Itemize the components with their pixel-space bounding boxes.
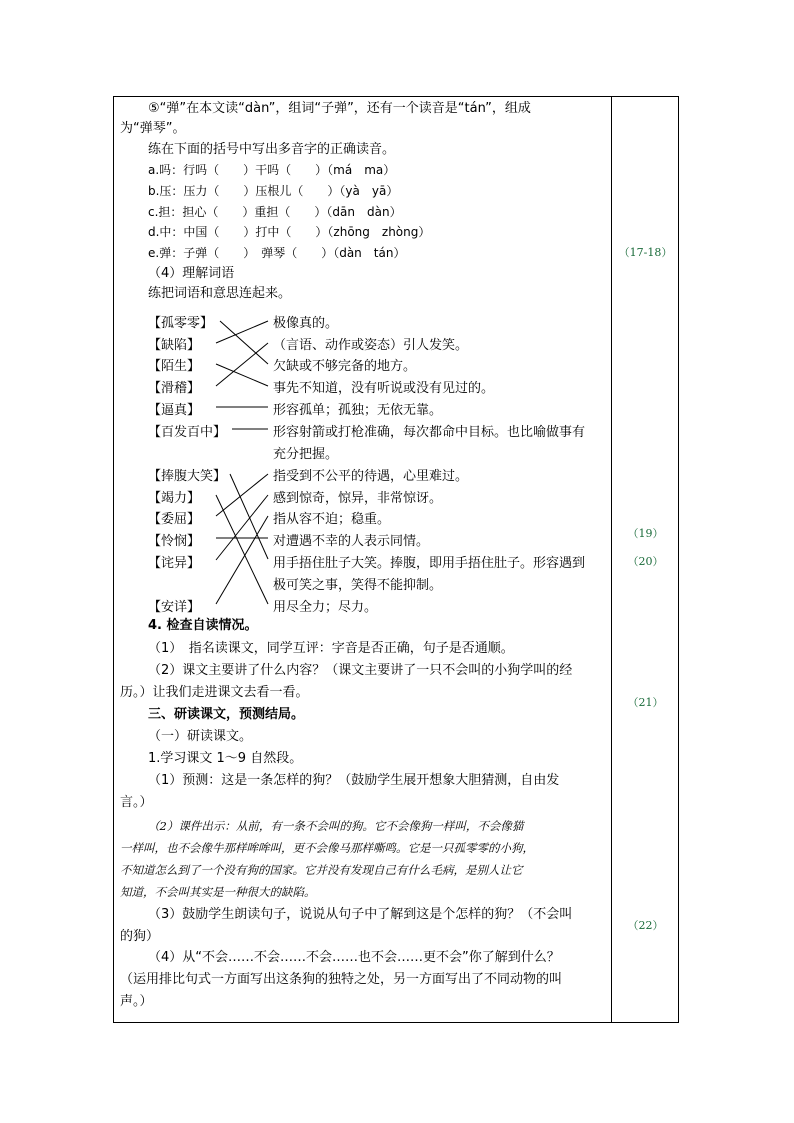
text-line: 为“弹琴”。 <box>120 121 186 136</box>
connector-line <box>220 321 268 364</box>
text-line: 声。） <box>120 994 153 1009</box>
text-line: b.压：压力（ ）压根儿（ ）（yà yā） <box>148 184 399 198</box>
section-heading: 三、研读课文，预测结局。 <box>148 707 305 722</box>
match-meaning: 指受到不公平的待遇，心里难过。 <box>273 469 469 484</box>
match-meaning: （言语、动作或姿态）引人发笑。 <box>273 338 469 353</box>
match-word: 【安详】 <box>148 600 201 615</box>
match-meaning: 极可笑之事，笑得不能抑制。 <box>273 578 443 593</box>
text-line: 练把词语和意思连起来。 <box>148 286 292 301</box>
text-line: d.中：中国（ ）打中（ ）（zhōng zhòng） <box>148 225 431 239</box>
connector-line <box>216 474 268 516</box>
text-line: （1）预测：这是一条怎样的狗？（鼓励学生展开想象大胆猜测，自由发 <box>148 773 560 788</box>
text-line: （4）理解词语 <box>148 266 235 281</box>
text-line: 练在下面的括号中写出多音字的正确读音。 <box>148 142 396 157</box>
text-line: （4）从“不会……不会……不会……也不会……更不会”你了解到什么？ <box>148 950 560 965</box>
match-meaning: 指从容不迫；稳重。 <box>273 512 391 527</box>
match-meaning: 感到惊奇，惊异，非常惊讶。 <box>273 491 443 506</box>
match-meaning: 极像真的。 <box>273 316 339 331</box>
section-heading: 4. 检查自读情况。 <box>148 618 258 633</box>
text-line: e.弹：子弹（ ） 弹琴（ ）（dàn tán） <box>148 246 406 260</box>
quote-line: 知道，不会叫其实是一种很大的缺陷。 <box>120 885 316 899</box>
connector-line <box>216 516 268 604</box>
match-meaning: 用尽全力；尽力。 <box>273 600 378 615</box>
match-word: 【滑稽】 <box>148 381 201 396</box>
text-line: a.吗：行吗（ ）干吗（ ）（má ma） <box>148 163 396 177</box>
text-line: 历。）让我们走进课文去看一看。 <box>120 685 309 700</box>
match-meaning: 形容射箭或打枪准确，每次都命中目标。也比喻做事有 <box>273 425 586 440</box>
connector-line <box>230 474 268 559</box>
quote-line: 不知道怎么到了一个没有狗的国家。它并没有发现自己有什么毛病，是别人让它 <box>120 863 523 877</box>
connector-line <box>216 343 268 386</box>
text-line: （一）研读课文。 <box>148 729 253 744</box>
quote-line: 一样叫，也不会像牛那样哞哞叫，更不会像马那样嘶鸣。它是一只孤零零的小狗， <box>120 841 534 855</box>
side-note: （19） <box>627 527 664 540</box>
match-word: 【竭力】 <box>148 491 201 506</box>
match-meaning: 形容孤单；孤独；无依无靠。 <box>273 403 443 418</box>
text-line: ⑤“弹”在本文读“dàn”，组词“子弹”，还有一个读音是“tán”，组成 <box>148 101 531 116</box>
match-word: 【诧异】 <box>148 556 201 571</box>
side-note: （17-18） <box>618 246 673 259</box>
match-word: 【委屈】 <box>148 512 201 527</box>
side-note: （21） <box>627 696 664 709</box>
text-line: （1） 指名读课文，同学互评：字音是否正确，句子是否通顺。 <box>148 641 514 656</box>
text-line: （2）课文主要讲了什么内容？（课文主要讲了一只不会叫的小狗学叫的经 <box>148 663 573 678</box>
text-line: （运用排比句式一方面写出这条狗的独特之处，另一方面写出了不同动物的叫 <box>120 972 563 987</box>
match-meaning: 充分把握。 <box>273 447 339 462</box>
text-line: 的狗） <box>120 929 160 944</box>
match-word: 【捧腹大笑】 <box>148 469 227 484</box>
match-word: 【陌生】 <box>148 359 201 374</box>
match-word: 【孤零零】 <box>148 316 214 331</box>
connector-line <box>216 364 268 386</box>
text-line: c.担：担心（ ）重担（ ）（dān dàn） <box>148 205 402 219</box>
text-line: 言。） <box>120 795 153 810</box>
text-line: （3）鼓励学生朗读句子，说说从句子中了解到这是个怎样的狗？（不会叫 <box>148 907 573 922</box>
match-meaning: 事先不知道，没有听说或没有见过的。 <box>273 381 495 396</box>
match-word: 【百发百中】 <box>148 425 227 440</box>
match-meaning: 欠缺或不够完备的地方。 <box>273 359 417 374</box>
match-word: 【缺陷】 <box>148 338 201 353</box>
match-meaning: 对遭遇不幸的人表示同情。 <box>273 534 430 549</box>
quote-line: （2）课件出示：从前，有一条不会叫的狗。它不会像狗一样叫，不会像猫 <box>148 819 524 833</box>
side-note: （20） <box>627 555 664 568</box>
side-note: （22） <box>627 919 664 932</box>
match-word: 【怜悯】 <box>148 534 201 549</box>
match-word: 【逼真】 <box>148 403 201 418</box>
match-meaning: 用手捂住肚子大笑。捧腹，即用手捂住肚子。形容遇到 <box>273 556 586 571</box>
text-line: 1.学习课文 1～9 自然段。 <box>148 751 303 766</box>
